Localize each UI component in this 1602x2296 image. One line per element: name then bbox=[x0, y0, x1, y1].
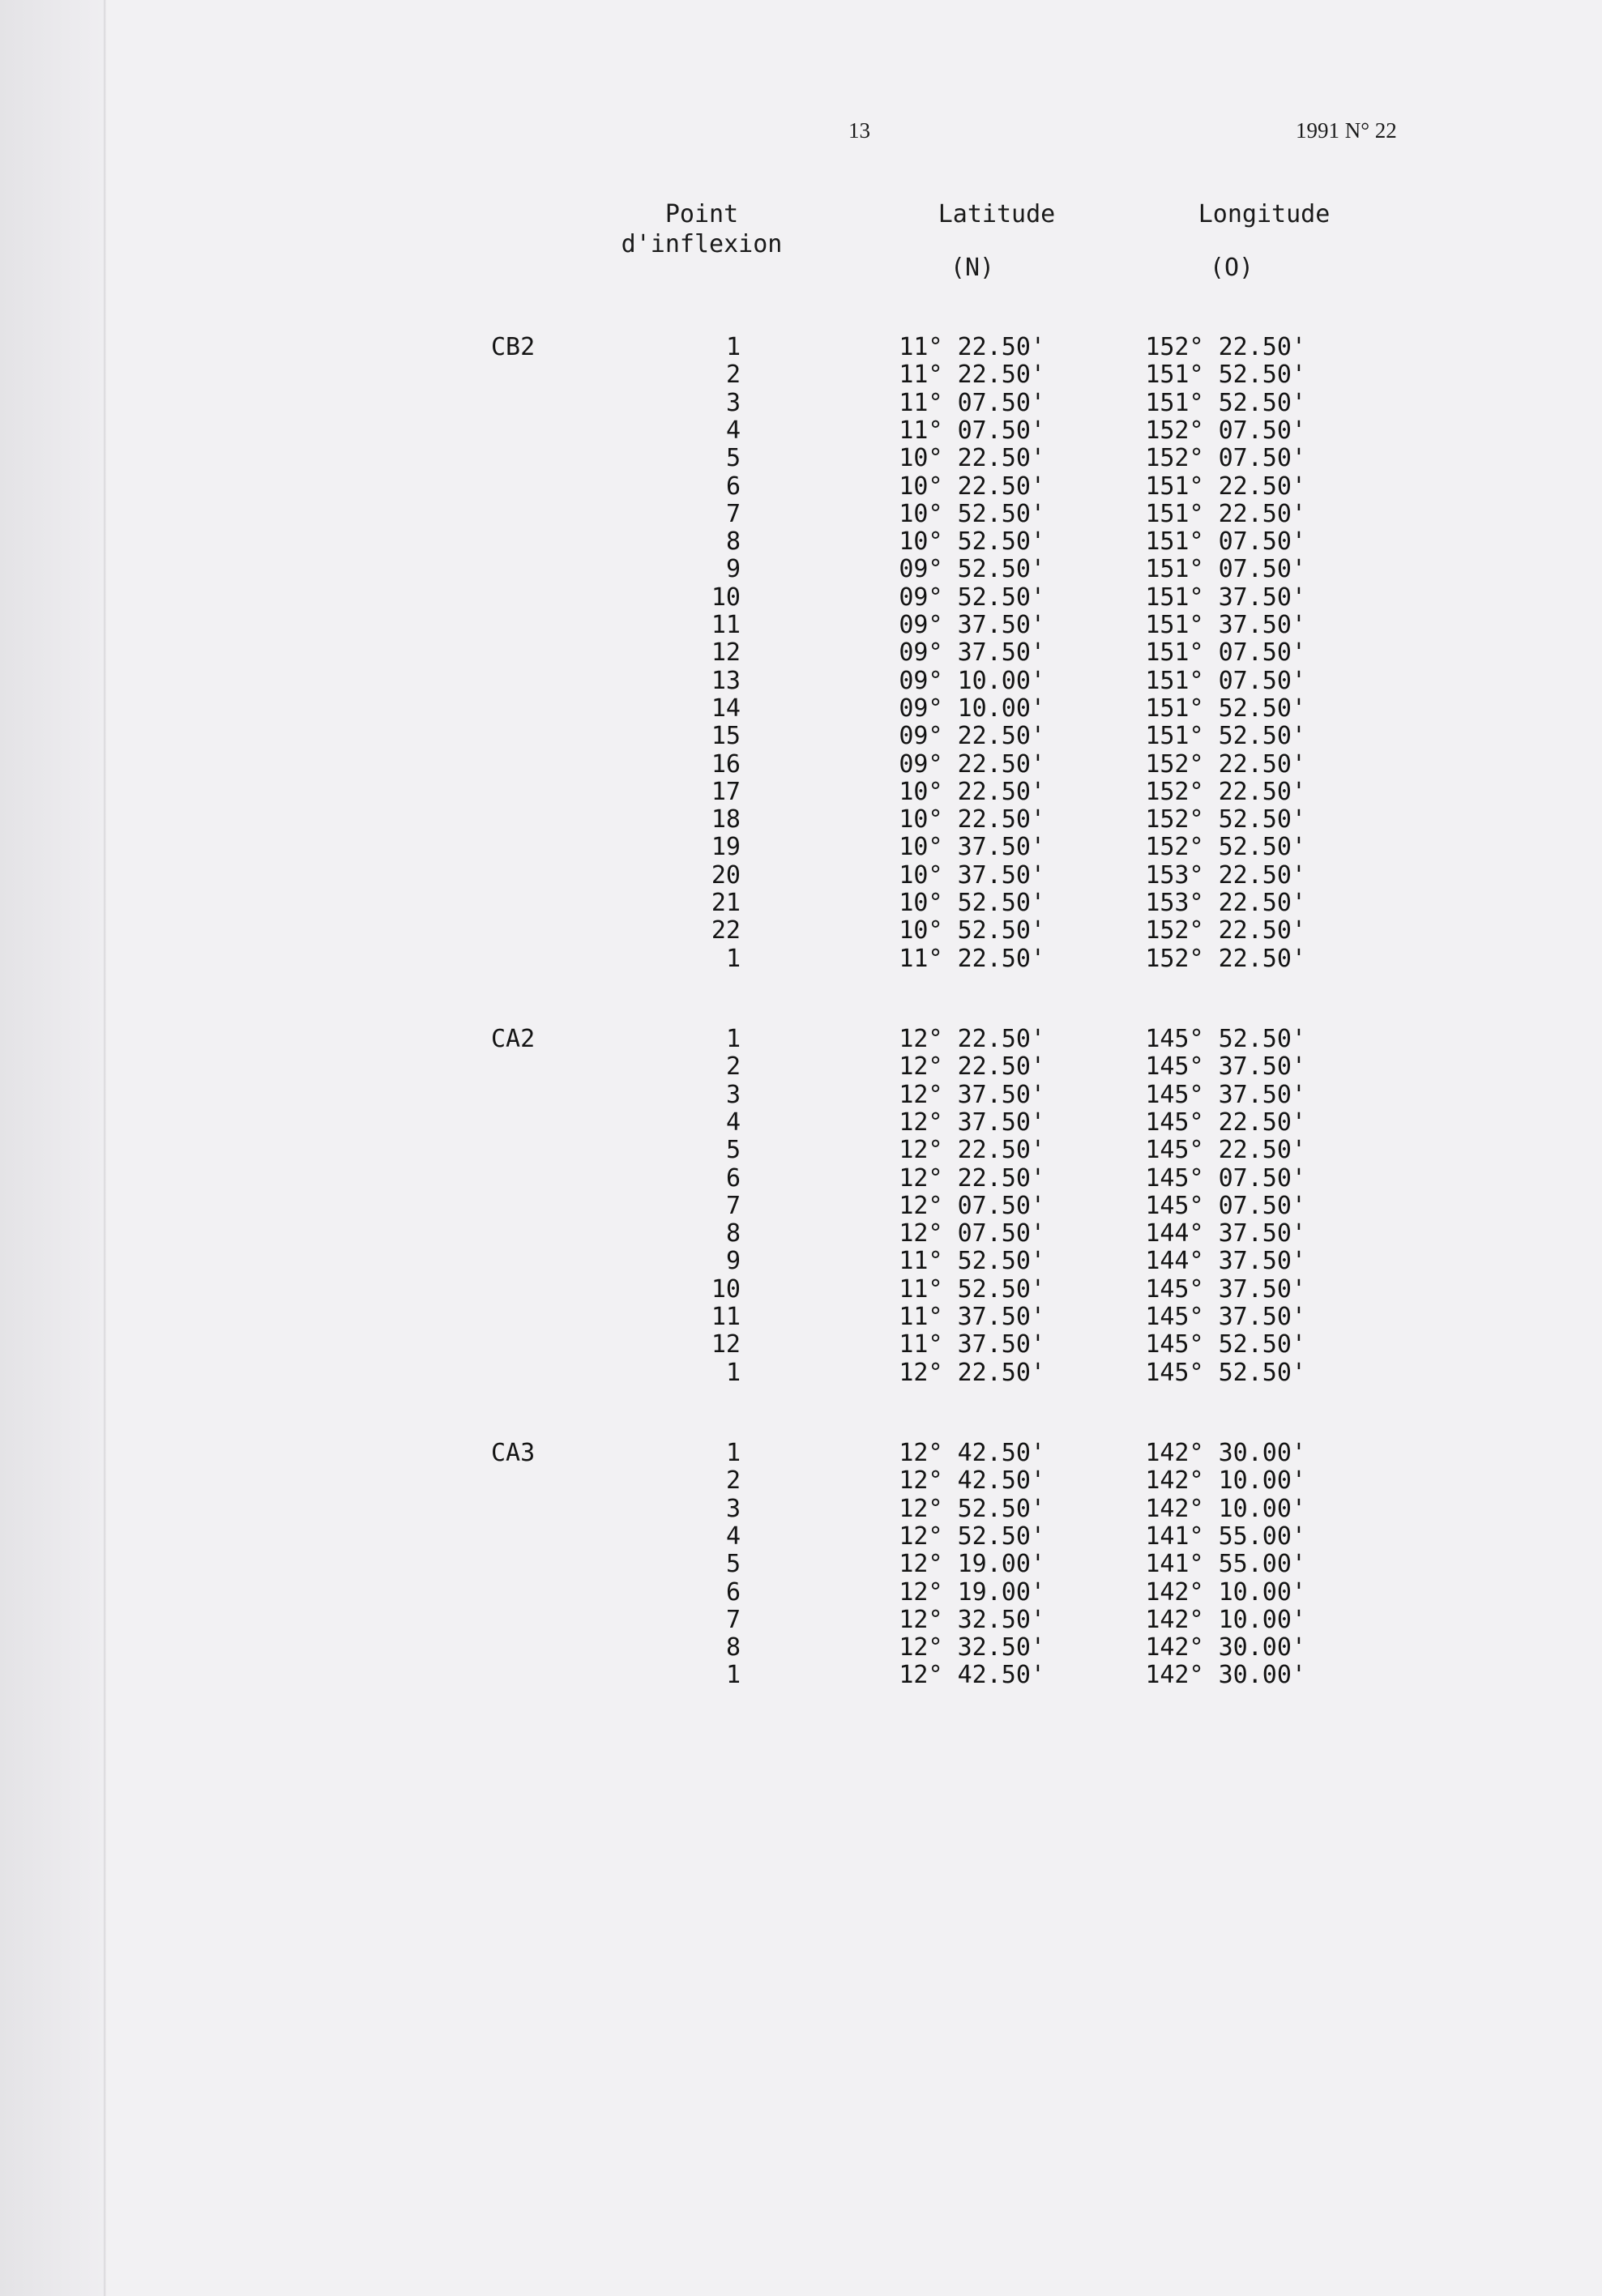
longitude-value: 152° 52.50' bbox=[1145, 805, 1306, 834]
latitude-value: 12° 22.50' bbox=[899, 1052, 1045, 1082]
point-number: 6 bbox=[725, 1577, 741, 1607]
longitude-value: 145° 52.50' bbox=[1145, 1330, 1306, 1359]
latitude-value: 10° 37.50' bbox=[899, 860, 1045, 890]
sector-name: CA3 bbox=[491, 1439, 536, 1467]
page-number: 13 bbox=[848, 118, 870, 143]
table-row bbox=[0, 639, 1602, 667]
latitude-value: 12° 19.00' bbox=[899, 1550, 1045, 1579]
point-number: 3 bbox=[725, 1080, 741, 1109]
latitude-value: 11° 52.50' bbox=[899, 1247, 1045, 1276]
point-number: 3 bbox=[725, 1494, 741, 1523]
table-row bbox=[0, 1607, 1602, 1634]
table-row bbox=[0, 1440, 1602, 1467]
point-number: 22 bbox=[711, 916, 741, 945]
longitude-value: 151° 07.50' bbox=[1145, 666, 1306, 695]
table-row bbox=[0, 1109, 1602, 1137]
point-number: 6 bbox=[725, 1163, 741, 1193]
longitude-value: 144° 37.50' bbox=[1145, 1247, 1306, 1276]
table-row bbox=[0, 1304, 1602, 1331]
longitude-value: 151° 37.50' bbox=[1145, 583, 1306, 612]
column-header-point: Point d'inflexion bbox=[621, 200, 783, 258]
table-row bbox=[0, 501, 1602, 528]
latitude-unit: (N) bbox=[950, 254, 995, 282]
longitude-value: 145° 07.50' bbox=[1145, 1163, 1306, 1193]
table-row bbox=[0, 834, 1602, 861]
point-number: 19 bbox=[711, 833, 741, 862]
latitude-value: 10° 52.50' bbox=[899, 916, 1045, 945]
longitude-value: 142° 30.00' bbox=[1145, 1633, 1306, 1662]
table-row bbox=[0, 1026, 1602, 1053]
sector-name: CA2 bbox=[491, 1025, 536, 1053]
longitude-value: 152° 52.50' bbox=[1145, 833, 1306, 862]
latitude-value: 11° 37.50' bbox=[899, 1303, 1045, 1331]
latitude-value: 09° 10.00' bbox=[899, 666, 1045, 695]
point-number: 2 bbox=[725, 1466, 741, 1496]
table-row bbox=[0, 695, 1602, 723]
latitude-value: 10° 22.50' bbox=[899, 777, 1045, 806]
longitude-value: 142° 10.00' bbox=[1145, 1466, 1306, 1496]
longitude-value: 151° 52.50' bbox=[1145, 388, 1306, 417]
point-number: 12 bbox=[711, 638, 741, 668]
point-number: 1 bbox=[725, 1358, 741, 1387]
latitude-value: 09° 22.50' bbox=[899, 722, 1045, 751]
point-number: 8 bbox=[725, 527, 741, 557]
point-number: 9 bbox=[725, 1247, 741, 1276]
table-row bbox=[0, 751, 1602, 779]
longitude-value: 151° 37.50' bbox=[1145, 611, 1306, 639]
point-number: 12 bbox=[711, 1330, 741, 1359]
latitude-value: 09° 10.00' bbox=[899, 693, 1045, 723]
point-number: 1 bbox=[725, 1025, 741, 1053]
longitude-value: 142° 30.00' bbox=[1145, 1439, 1306, 1467]
latitude-value: 09° 52.50' bbox=[899, 583, 1045, 612]
table-row bbox=[0, 723, 1602, 750]
latitude-value: 10° 22.50' bbox=[899, 444, 1045, 473]
table-row bbox=[0, 917, 1602, 945]
longitude-value: 141° 55.00' bbox=[1145, 1550, 1306, 1579]
longitude-value: 145° 22.50' bbox=[1145, 1136, 1306, 1165]
latitude-value: 12° 37.50' bbox=[899, 1107, 1045, 1137]
point-number: 1 bbox=[725, 1661, 741, 1690]
table-row bbox=[0, 1359, 1602, 1387]
latitude-value: 12° 32.50' bbox=[899, 1633, 1045, 1662]
longitude-value: 145° 37.50' bbox=[1145, 1303, 1306, 1331]
latitude-value: 11° 07.50' bbox=[899, 388, 1045, 417]
table-row bbox=[0, 334, 1602, 361]
point-number: 5 bbox=[725, 1550, 741, 1579]
point-number: 2 bbox=[725, 1052, 741, 1082]
point-number: 2 bbox=[725, 361, 741, 390]
table-row bbox=[0, 779, 1602, 806]
longitude-value: 152° 22.50' bbox=[1145, 944, 1306, 973]
latitude-value: 09° 22.50' bbox=[899, 749, 1045, 779]
latitude-value: 11° 07.50' bbox=[899, 416, 1045, 445]
latitude-value: 11° 22.50' bbox=[899, 333, 1045, 361]
table-row bbox=[0, 1523, 1602, 1551]
table-row bbox=[0, 1579, 1602, 1607]
longitude-value: 145° 37.50' bbox=[1145, 1052, 1306, 1082]
point-number: 11 bbox=[711, 1303, 741, 1331]
latitude-value: 10° 22.50' bbox=[899, 805, 1045, 834]
longitude-value: 141° 55.00' bbox=[1145, 1521, 1306, 1551]
point-number: 17 bbox=[711, 777, 741, 806]
latitude-value: 11° 22.50' bbox=[899, 361, 1045, 390]
point-number: 4 bbox=[725, 1521, 741, 1551]
longitude-value: 142° 10.00' bbox=[1145, 1605, 1306, 1634]
latitude-value: 10° 52.50' bbox=[899, 499, 1045, 528]
longitude-value: 153° 22.50' bbox=[1145, 889, 1306, 917]
latitude-value: 12° 42.50' bbox=[899, 1466, 1045, 1496]
point-number: 10 bbox=[711, 583, 741, 612]
table-row bbox=[0, 1551, 1602, 1578]
latitude-value: 10° 52.50' bbox=[899, 889, 1045, 917]
latitude-value: 09° 37.50' bbox=[899, 638, 1045, 668]
table-row bbox=[0, 945, 1602, 973]
sector-name: CB2 bbox=[491, 333, 536, 361]
point-number: 10 bbox=[711, 1274, 741, 1304]
latitude-value: 12° 52.50' bbox=[899, 1494, 1045, 1523]
table-row bbox=[0, 361, 1602, 389]
point-number: 14 bbox=[711, 693, 741, 723]
point-number: 7 bbox=[725, 1605, 741, 1634]
column-header-longitude: Longitude bbox=[1198, 200, 1331, 228]
longitude-value: 145° 52.50' bbox=[1145, 1358, 1306, 1387]
latitude-value: 12° 22.50' bbox=[899, 1163, 1045, 1193]
point-number: 3 bbox=[725, 388, 741, 417]
point-number: 16 bbox=[711, 749, 741, 779]
point-number: 5 bbox=[725, 444, 741, 473]
latitude-value: 12° 32.50' bbox=[899, 1605, 1045, 1634]
latitude-value: 12° 37.50' bbox=[899, 1080, 1045, 1109]
table-row bbox=[0, 584, 1602, 612]
longitude-value: 152° 07.50' bbox=[1145, 444, 1306, 473]
longitude-value: 151° 22.50' bbox=[1145, 472, 1306, 501]
table-row bbox=[0, 668, 1602, 695]
table-row bbox=[0, 1662, 1602, 1689]
latitude-value: 12° 22.50' bbox=[899, 1358, 1045, 1387]
table-row bbox=[0, 612, 1602, 639]
point-number: 6 bbox=[725, 472, 741, 501]
table-row bbox=[0, 445, 1602, 472]
point-number: 11 bbox=[711, 611, 741, 639]
point-number: 7 bbox=[725, 1191, 741, 1220]
table-row bbox=[0, 1053, 1602, 1081]
column-header-latitude: Latitude bbox=[938, 200, 1056, 228]
longitude-value: 152° 22.50' bbox=[1145, 777, 1306, 806]
point-number: 4 bbox=[725, 416, 741, 445]
longitude-value: 145° 52.50' bbox=[1145, 1025, 1306, 1053]
point-number: 13 bbox=[711, 666, 741, 695]
latitude-value: 10° 22.50' bbox=[899, 472, 1045, 501]
latitude-value: 09° 37.50' bbox=[899, 611, 1045, 639]
latitude-value: 12° 52.50' bbox=[899, 1521, 1045, 1551]
longitude-unit: (O) bbox=[1209, 254, 1254, 282]
latitude-value: 09° 52.50' bbox=[899, 555, 1045, 584]
point-number: 18 bbox=[711, 805, 741, 834]
point-number: 8 bbox=[725, 1633, 741, 1662]
point-number: 1 bbox=[725, 333, 741, 361]
longitude-value: 151° 52.50' bbox=[1145, 693, 1306, 723]
longitude-value: 152° 22.50' bbox=[1145, 916, 1306, 945]
latitude-value: 10° 52.50' bbox=[899, 527, 1045, 557]
table-row bbox=[0, 806, 1602, 834]
longitude-value: 152° 07.50' bbox=[1145, 416, 1306, 445]
point-number: 4 bbox=[725, 1107, 741, 1137]
table-row bbox=[0, 1082, 1602, 1109]
table-row bbox=[0, 1634, 1602, 1662]
table-row bbox=[0, 1137, 1602, 1164]
point-number: 5 bbox=[725, 1136, 741, 1165]
longitude-value: 145° 22.50' bbox=[1145, 1107, 1306, 1137]
point-number: 21 bbox=[711, 889, 741, 917]
table-row bbox=[0, 1165, 1602, 1193]
table-row bbox=[0, 1496, 1602, 1523]
latitude-value: 12° 07.50' bbox=[899, 1191, 1045, 1220]
table-row bbox=[0, 862, 1602, 890]
longitude-value: 151° 07.50' bbox=[1145, 638, 1306, 668]
latitude-value: 12° 42.50' bbox=[899, 1439, 1045, 1467]
longitude-value: 151° 07.50' bbox=[1145, 527, 1306, 557]
longitude-value: 145° 37.50' bbox=[1145, 1080, 1306, 1109]
longitude-value: 151° 52.50' bbox=[1145, 361, 1306, 390]
table-row bbox=[0, 528, 1602, 556]
point-number: 7 bbox=[725, 499, 741, 528]
longitude-value: 145° 37.50' bbox=[1145, 1274, 1306, 1304]
table-row bbox=[0, 1248, 1602, 1275]
longitude-value: 144° 37.50' bbox=[1145, 1219, 1306, 1248]
latitude-value: 11° 37.50' bbox=[899, 1330, 1045, 1359]
longitude-value: 142° 10.00' bbox=[1145, 1494, 1306, 1523]
point-number: 15 bbox=[711, 722, 741, 751]
point-number: 1 bbox=[725, 944, 741, 973]
latitude-value: 12° 07.50' bbox=[899, 1219, 1045, 1248]
table-row bbox=[0, 1220, 1602, 1248]
longitude-value: 152° 22.50' bbox=[1145, 749, 1306, 779]
longitude-value: 145° 07.50' bbox=[1145, 1191, 1306, 1220]
latitude-value: 11° 52.50' bbox=[899, 1274, 1045, 1304]
longitude-value: 142° 10.00' bbox=[1145, 1577, 1306, 1607]
table-row bbox=[0, 890, 1602, 917]
latitude-value: 12° 22.50' bbox=[899, 1025, 1045, 1053]
point-number: 1 bbox=[725, 1439, 741, 1467]
latitude-value: 12° 22.50' bbox=[899, 1136, 1045, 1165]
table-row bbox=[0, 1331, 1602, 1359]
longitude-value: 151° 52.50' bbox=[1145, 722, 1306, 751]
latitude-value: 11° 22.50' bbox=[899, 944, 1045, 973]
latitude-value: 12° 42.50' bbox=[899, 1661, 1045, 1690]
table-row bbox=[0, 390, 1602, 417]
table-row bbox=[0, 1467, 1602, 1495]
point-number: 9 bbox=[725, 555, 741, 584]
longitude-value: 153° 22.50' bbox=[1145, 860, 1306, 890]
issue-label: 1991 N° 22 bbox=[1296, 118, 1397, 143]
longitude-value: 151° 22.50' bbox=[1145, 499, 1306, 528]
point-number: 8 bbox=[725, 1219, 741, 1248]
longitude-value: 142° 30.00' bbox=[1145, 1661, 1306, 1690]
table-row bbox=[0, 1276, 1602, 1304]
table-row bbox=[0, 556, 1602, 583]
longitude-value: 152° 22.50' bbox=[1145, 333, 1306, 361]
latitude-value: 12° 19.00' bbox=[899, 1577, 1045, 1607]
latitude-value: 10° 37.50' bbox=[899, 833, 1045, 862]
table-row bbox=[0, 1193, 1602, 1220]
point-number: 20 bbox=[711, 860, 741, 890]
table-row bbox=[0, 473, 1602, 501]
longitude-value: 151° 07.50' bbox=[1145, 555, 1306, 584]
table-row bbox=[0, 417, 1602, 445]
